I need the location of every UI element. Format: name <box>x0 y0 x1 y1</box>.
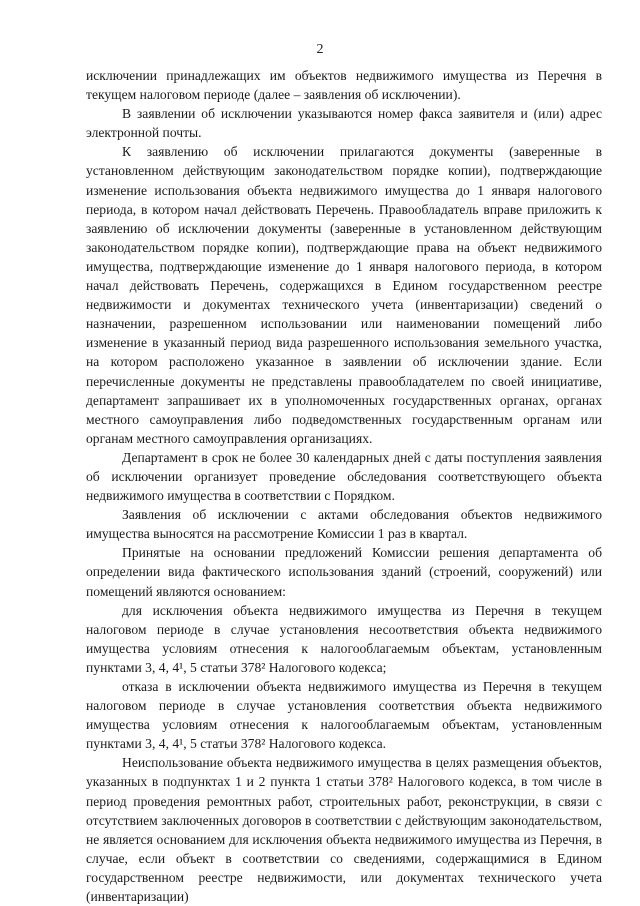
paragraph-1: исключении принадлежащих им объектов недвижимого имущества из Перечня в текущем налоговом периоде (далее – заявления об исключении). <box>86 68 602 103</box>
page-number: 2 <box>316 42 324 57</box>
paragraph-9: Неиспользование объекта недвижимого имущества в целях размещения объектов, указанных в подпунктах 1 и 2 пункта 1 статьи 378² Налогового кодекса, в том числе в период проведения ремонтных работ, строительных работ, реконструкции, в связи с отсутствием заключенных договоров в соответствии с действующим законодательством, не является основанием для исключения объекта недвижимого имущества из Перечня, в случае, если объект в соответствии со сведениями, содержащимися в Едином государственном реестре недвижимости, или документах технического учета (инвентаризации) <box>86 755 602 905</box>
paragraph-8: отказа в исключении объекта недвижимого имущества из Перечня в текущем налоговом периоде в случае установления соответствия объекта недвижимого имущества условиям отнесения к налогооблагаемым объектам, установленным пунктами 3, 4, 4¹, 5 статьи 378² Налогового кодекса. <box>86 679 602 752</box>
paragraph-7: для исключения объекта недвижимого имущества из Перечня в текущем налоговом периоде в случае установления несоответствия объекта недвижимого имущества условиям отнесения к налогооблагаемым объектам, установленным пунктами 3, 4, 4¹, 5 статьи 378² Налогового кодекса; <box>86 602 602 675</box>
paragraph-5: Заявления об исключении с актами обследования объектов недвижимого имущества выносятся на рассмотрение Комиссии 1 раз в квартал. <box>86 507 602 542</box>
paragraph-4: Департамент в срок не более 30 календарных дней с даты поступления заявления об исключении организует проведение обследования соответствующего объекта недвижимого имущества в соответствии с Порядком. <box>86 449 602 504</box>
paragraph-3: К заявлению об исключении прилагаются документы (заверенные в установленном действующим законодательством порядке копии), подтверждающие изменение использования объекта недвижимого имущества до 1 января налогового периода, в котором начал действовать Перечень. Правообладатель вправе приложить к заявлению об исключении документы (заверенные в установленном действующим законодательством порядке копии), подтверждающие права на объект недвижимого имущества, подтверждающие изменение до 1 января налогового периода, в котором начал действовать Перечень, содержащихся в Едином государственном реестре недвижимости и документах технического учета (инвентаризации) сведений о назначении, разрешенном использовании или наименовании помещений либо изменение в указанный период вида разрешенного использования земельного участка, на котором расположено указанное в заявлении об исключении здание. Если перечисленные документы не представлены правообладателем по своей инициативе, департамент запрашивает их в уполномоченных государственных органах, органах местного самоуправления либо подведомственных государственным органам или органам местного самоуправления организациях. <box>86 144 602 446</box>
paragraph-2: В заявлении об исключении указываются номер факса заявителя и (или) адрес электронной почты. <box>86 106 602 141</box>
document-body <box>86 66 602 906</box>
paragraph-6: Принятые на основании предложений Комиссии решения департамента об определении вида фактического использования зданий (строений, сооружений) или помещений являются основанием: <box>86 545 602 599</box>
